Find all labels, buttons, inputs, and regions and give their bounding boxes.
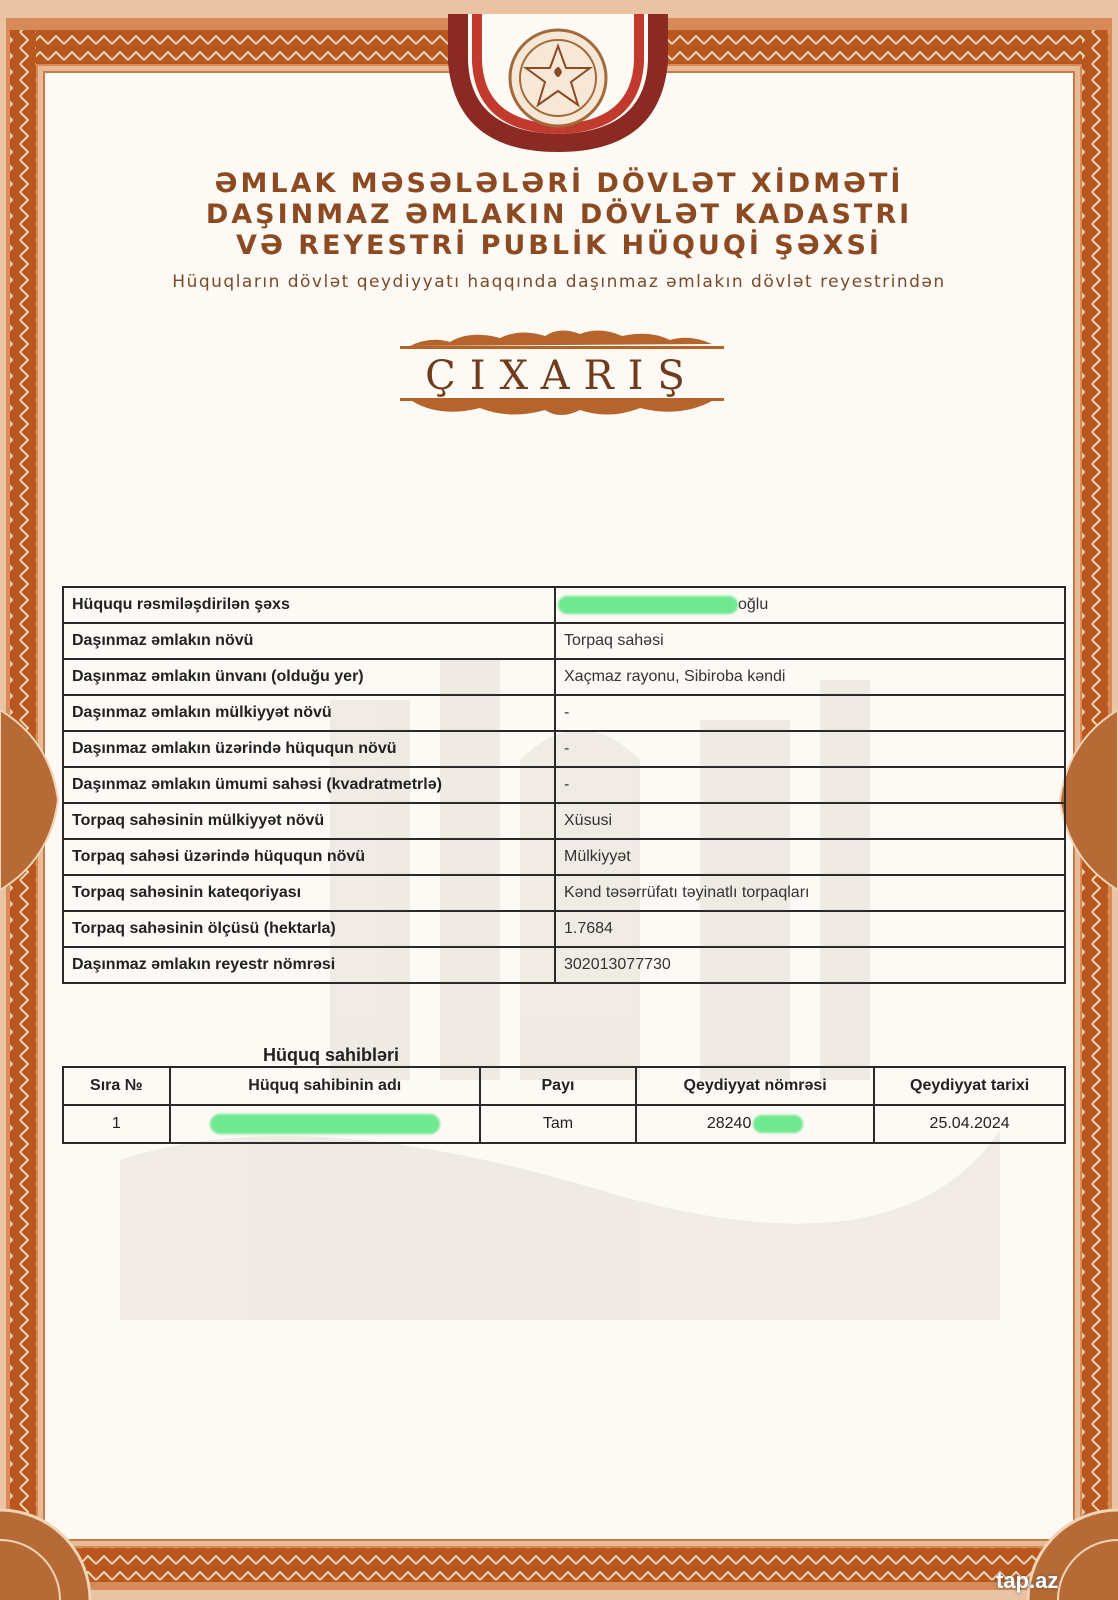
holders-cell-reg-date: 25.04.2024: [874, 1105, 1065, 1143]
info-label: Torpaq sahəsinin kateqoriyası: [63, 875, 555, 911]
info-row: [63, 695, 1065, 731]
info-value: Torpaq sahəsi: [555, 623, 1065, 659]
info-row: [63, 839, 1065, 875]
tap-az-watermark: tap.az: [996, 1568, 1059, 1593]
header-line-3: VƏ REYESTRİ PUBLİK HÜQUQİ ŞƏXSİ: [236, 230, 882, 261]
property-info-table: [62, 586, 1066, 984]
holders-cell-reg-number: [636, 1105, 874, 1143]
holders-table: [62, 1066, 1066, 1144]
info-value: Xaçmaz rayonu, Sibiroba kəndi: [555, 659, 1065, 695]
info-row: [63, 911, 1065, 947]
info-value-text: oğlu: [738, 596, 769, 614]
info-row: [63, 731, 1065, 767]
reg-number-text: 28240: [706, 1115, 752, 1133]
holders-row: [63, 1105, 1065, 1143]
holders-column-header: Qeydiyyat nömrəsi: [636, 1067, 874, 1105]
holders-column-header: Sıra №: [63, 1067, 170, 1105]
info-row: [63, 803, 1065, 839]
info-value: [555, 587, 1065, 623]
redaction-mark: [753, 1115, 803, 1133]
info-label: Daşınmaz əmlakın ümumi sahəsi (kvadratmetrlə): [63, 767, 555, 803]
header-subtitle: Hüquqların dövlət qeydiyyatı haqqında daşınmaz əmlakın dövlət reyestrindən: [172, 272, 946, 292]
info-label: Daşınmaz əmlakın üzərində hüququn növü: [63, 731, 555, 767]
holders-cell-name: [170, 1105, 480, 1143]
redaction-mark: [558, 596, 738, 614]
holders-column-header: Payı: [480, 1067, 636, 1105]
info-value: Mülkiyyət: [555, 839, 1065, 875]
info-row: [63, 587, 1065, 623]
info-value: 302013077730: [555, 947, 1065, 983]
info-label: Hüququ rəsmiləşdirilən şəxs: [63, 587, 555, 623]
info-row: [63, 875, 1065, 911]
info-label: Daşınmaz əmlakın mülkiyyət növü: [63, 695, 555, 731]
info-row: [63, 947, 1065, 983]
info-label: Torpaq sahəsinin ölçüsü (hektarla): [63, 911, 555, 947]
info-label: Daşınmaz əmlakın ünvanı (olduğu yer): [63, 659, 555, 695]
document-title: ÇIXARIŞ: [425, 353, 699, 399]
info-value: -: [555, 731, 1065, 767]
holders-cell-num: 1: [63, 1105, 170, 1143]
info-value: Xüsusi: [555, 803, 1065, 839]
info-label: Torpaq sahəsi üzərində hüququn növü: [63, 839, 555, 875]
info-row: [63, 623, 1065, 659]
info-value: -: [555, 695, 1065, 731]
holders-column-header: Hüquq sahibinin adı: [170, 1067, 480, 1105]
header-line-2: DAŞINMAZ ƏMLAKIN DÖVLƏT KADASTRI: [205, 199, 913, 230]
info-label: Daşınmaz əmlakın reyestr nömrəsi: [63, 947, 555, 983]
holders-cell-share: Tam: [480, 1105, 636, 1143]
redaction-mark: [210, 1114, 440, 1134]
info-label: Torpaq sahəsinin mülkiyyət növü: [63, 803, 555, 839]
info-value: 1.7684: [555, 911, 1065, 947]
info-value: Kənd təsərrüfatı təyinatlı torpaqları: [555, 875, 1065, 911]
info-row: [63, 767, 1065, 803]
info-row: [63, 659, 1065, 695]
holders-caption: Hüquq sahibləri: [263, 1045, 400, 1065]
holders-column-header: Qeydiyyat tarixi: [874, 1067, 1065, 1105]
header-line-1: ƏMLAK MƏSƏLƏLƏRİ DÖVLƏT XİDMƏTİ: [214, 168, 904, 199]
info-value: -: [555, 767, 1065, 803]
info-label: Daşınmaz əmlakın növü: [63, 623, 555, 659]
